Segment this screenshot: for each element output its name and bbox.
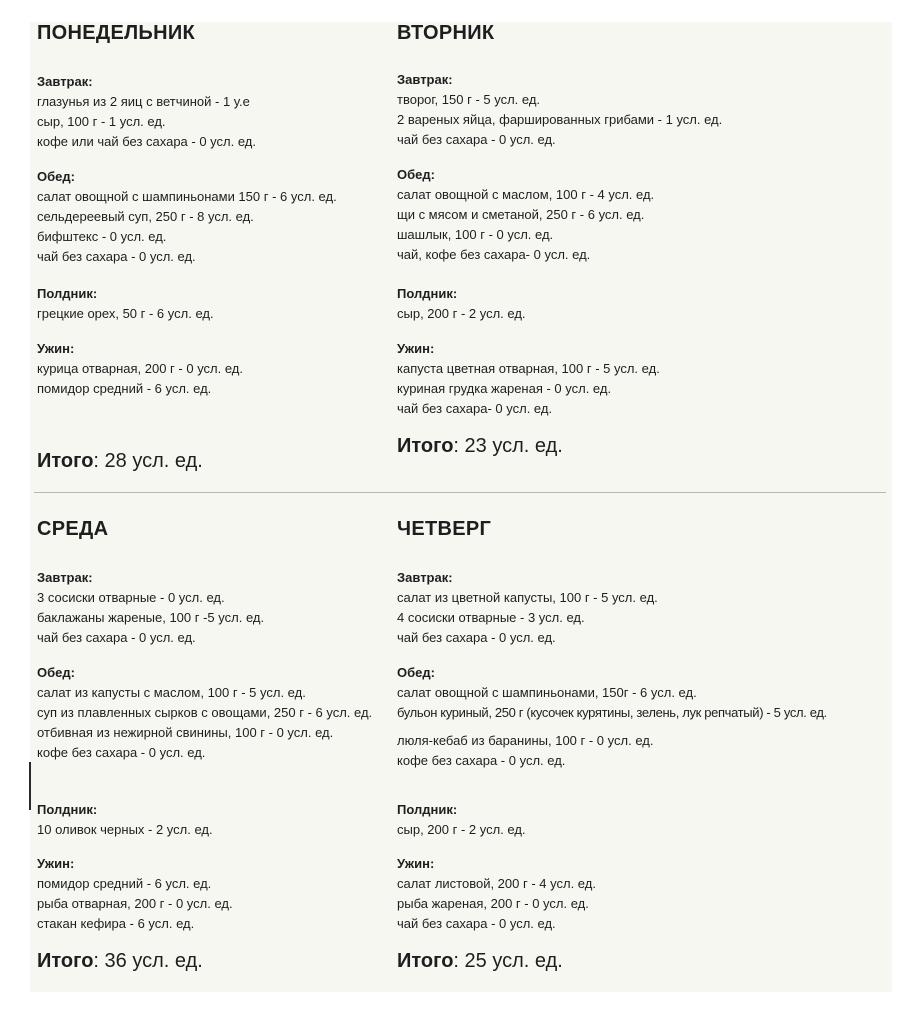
section-divider [34,492,886,493]
meal-item: салат из капусты с маслом, 100 г - 5 усл. ед. [37,685,306,700]
meal-snack [397,800,892,840]
meal-item: чай без сахара- 0 усл. ед. [397,401,553,416]
day-total [397,435,563,458]
meal-item: чай без сахара - 0 усл. ед. [397,630,556,645]
meal-item: суп из плавленных сырков с овощами, 250 г - 6 усл. ед. [37,705,373,720]
meal-item: чай без сахара - 0 усл. ед. [397,916,556,931]
total-label: Итого [397,435,454,457]
meal-dinner [37,854,389,934]
meal-dinner [397,339,797,419]
meal-lunch [397,663,892,771]
meal-item: рыба отварная, 200 г - 0 усл. ед. [37,896,233,911]
meal-snack [37,284,437,324]
meal-item: капуста цветная отварная, 100 г - 5 усл. ед. [397,361,660,376]
meal-name: Обед: [397,665,435,680]
meal-name: Полдник: [37,286,98,301]
day-total [37,450,203,473]
total-value: : 23 усл. ед. [453,435,563,457]
meal-item: 4 сосиски отварные - 3 усл. ед. [397,610,585,625]
meal-item: творог, 150 г - 5 усл. ед. [397,92,541,107]
meal-lunch [397,165,797,265]
meal-name: Полдник: [397,802,458,817]
meal-name: Завтрак: [397,570,453,585]
meal-item: чай, кофе без сахара- 0 усл. ед. [397,247,591,262]
meal-item: салат овощной с шампиньонами 150 г - 6 усл. ед. [37,189,337,204]
meal-snack [37,800,389,840]
meal-item: помидор средний - 6 усл. ед. [37,381,212,396]
meal-item: глазунья из 2 яиц с ветчиной - 1 у.е [37,94,250,109]
meal-name: Полдник: [397,286,458,301]
meal-name: Обед: [37,169,75,184]
day-title: ПОНЕДЕЛЬНИК [37,22,196,44]
meal-item: грецкие орех, 50 г - 6 усл. ед. [37,306,214,321]
meal-item: салат листовой, 200 г - 4 усл. ед. [397,876,596,891]
total-label: Итого [37,950,94,972]
meal-item: шашлык, 100 г - 0 усл. ед. [397,227,554,242]
meal-snack [397,284,797,324]
meal-name: Завтрак: [397,72,453,87]
day-total [37,950,203,973]
meal-name: Обед: [37,665,75,680]
meal-item: сыр, 100 г - 1 усл. ед. [37,114,166,129]
meal-item: салат овощной с маслом, 100 г - 4 усл. ед. [397,187,655,202]
meal-breakfast [397,568,892,648]
meal-item: сыр, 200 г - 2 усл. ед. [397,822,526,837]
meal-item: бульон куриный, 250 г (кусочек курятины, зелень, лук репчатый) - 5 усл. ед. [397,705,827,720]
meal-item: курица отварная, 200 г - 0 усл. ед. [37,361,244,376]
meal-item: куриная грудка жареная - 0 усл. ед. [397,381,612,396]
meal-name: Ужин: [397,341,435,356]
meal-item: щи с мясом и сметаной, 250 г - 6 усл. ед. [397,207,645,222]
meal-item: помидор средний - 6 усл. ед. [37,876,212,891]
meal-item: чай без сахара - 0 усл. ед. [397,132,556,147]
meal-item: баклажаны жареные, 100 г -5 усл. ед. [37,610,265,625]
meal-item: кофе без сахара - 0 усл. ед. [37,745,206,760]
meal-item: бифштекс - 0 усл. ед. [37,229,167,244]
total-label: Итого [397,950,454,972]
meal-name: Ужин: [397,856,435,871]
meal-breakfast [37,72,437,152]
meal-name: Полдник: [37,802,98,817]
meal-name: Ужин: [37,341,75,356]
meal-item: стакан кефира - 6 усл. ед. [37,916,195,931]
meal-name: Завтрак: [37,74,93,89]
total-value: : 25 усл. ед. [453,950,563,972]
meal-breakfast [397,70,797,150]
total-value: : 36 усл. ед. [93,950,203,972]
meal-lunch [37,167,437,267]
day-title: ВТОРНИК [397,22,495,44]
meal-item: рыба жареная, 200 г - 0 усл. ед. [397,896,589,911]
meal-dinner [37,339,437,399]
meal-name: Обед: [397,167,435,182]
meal-name: Завтрак: [37,570,93,585]
meal-item: сыр, 200 г - 2 усл. ед. [397,306,526,321]
day-title: СРЕДА [37,518,109,540]
meal-item: чай без сахара - 0 усл. ед. [37,630,196,645]
meal-name: Ужин: [37,856,75,871]
meal-item: отбивная из нежирной свинины, 100 г - 0 усл. ед. [37,725,334,740]
meal-lunch [37,663,389,763]
meal-item: сельдереевый суп, 250 г - 8 усл. ед. [37,209,254,224]
meal-item: чай без сахара - 0 усл. ед. [37,249,196,264]
meal-breakfast [37,568,389,648]
day-total [397,950,563,973]
meal-item: люля-кебаб из баранины, 100 г - 0 усл. ед. [397,733,654,748]
meal-item: 2 вареных яйца, фаршированных грибами - 1 усл. ед. [397,112,723,127]
day-title: ЧЕТВЕРГ [397,518,492,540]
total-value: : 28 усл. ед. [93,450,203,472]
meal-dinner [397,854,892,934]
meal-item: 3 сосиски отварные - 0 усл. ед. [37,590,225,605]
total-label: Итого [37,450,94,472]
text-cursor-mark [29,762,31,810]
meal-item: кофе или чай без сахара - 0 усл. ед. [37,134,256,149]
meal-item: 10 оливок черных - 2 усл. ед. [37,822,213,837]
meal-item: салат из цветной капусты, 100 г - 5 усл. ед. [397,590,658,605]
meal-item: салат овощной с шампиньонами, 150г - 6 усл. ед. [397,685,697,700]
meal-item: кофе без сахара - 0 усл. ед. [397,753,566,768]
